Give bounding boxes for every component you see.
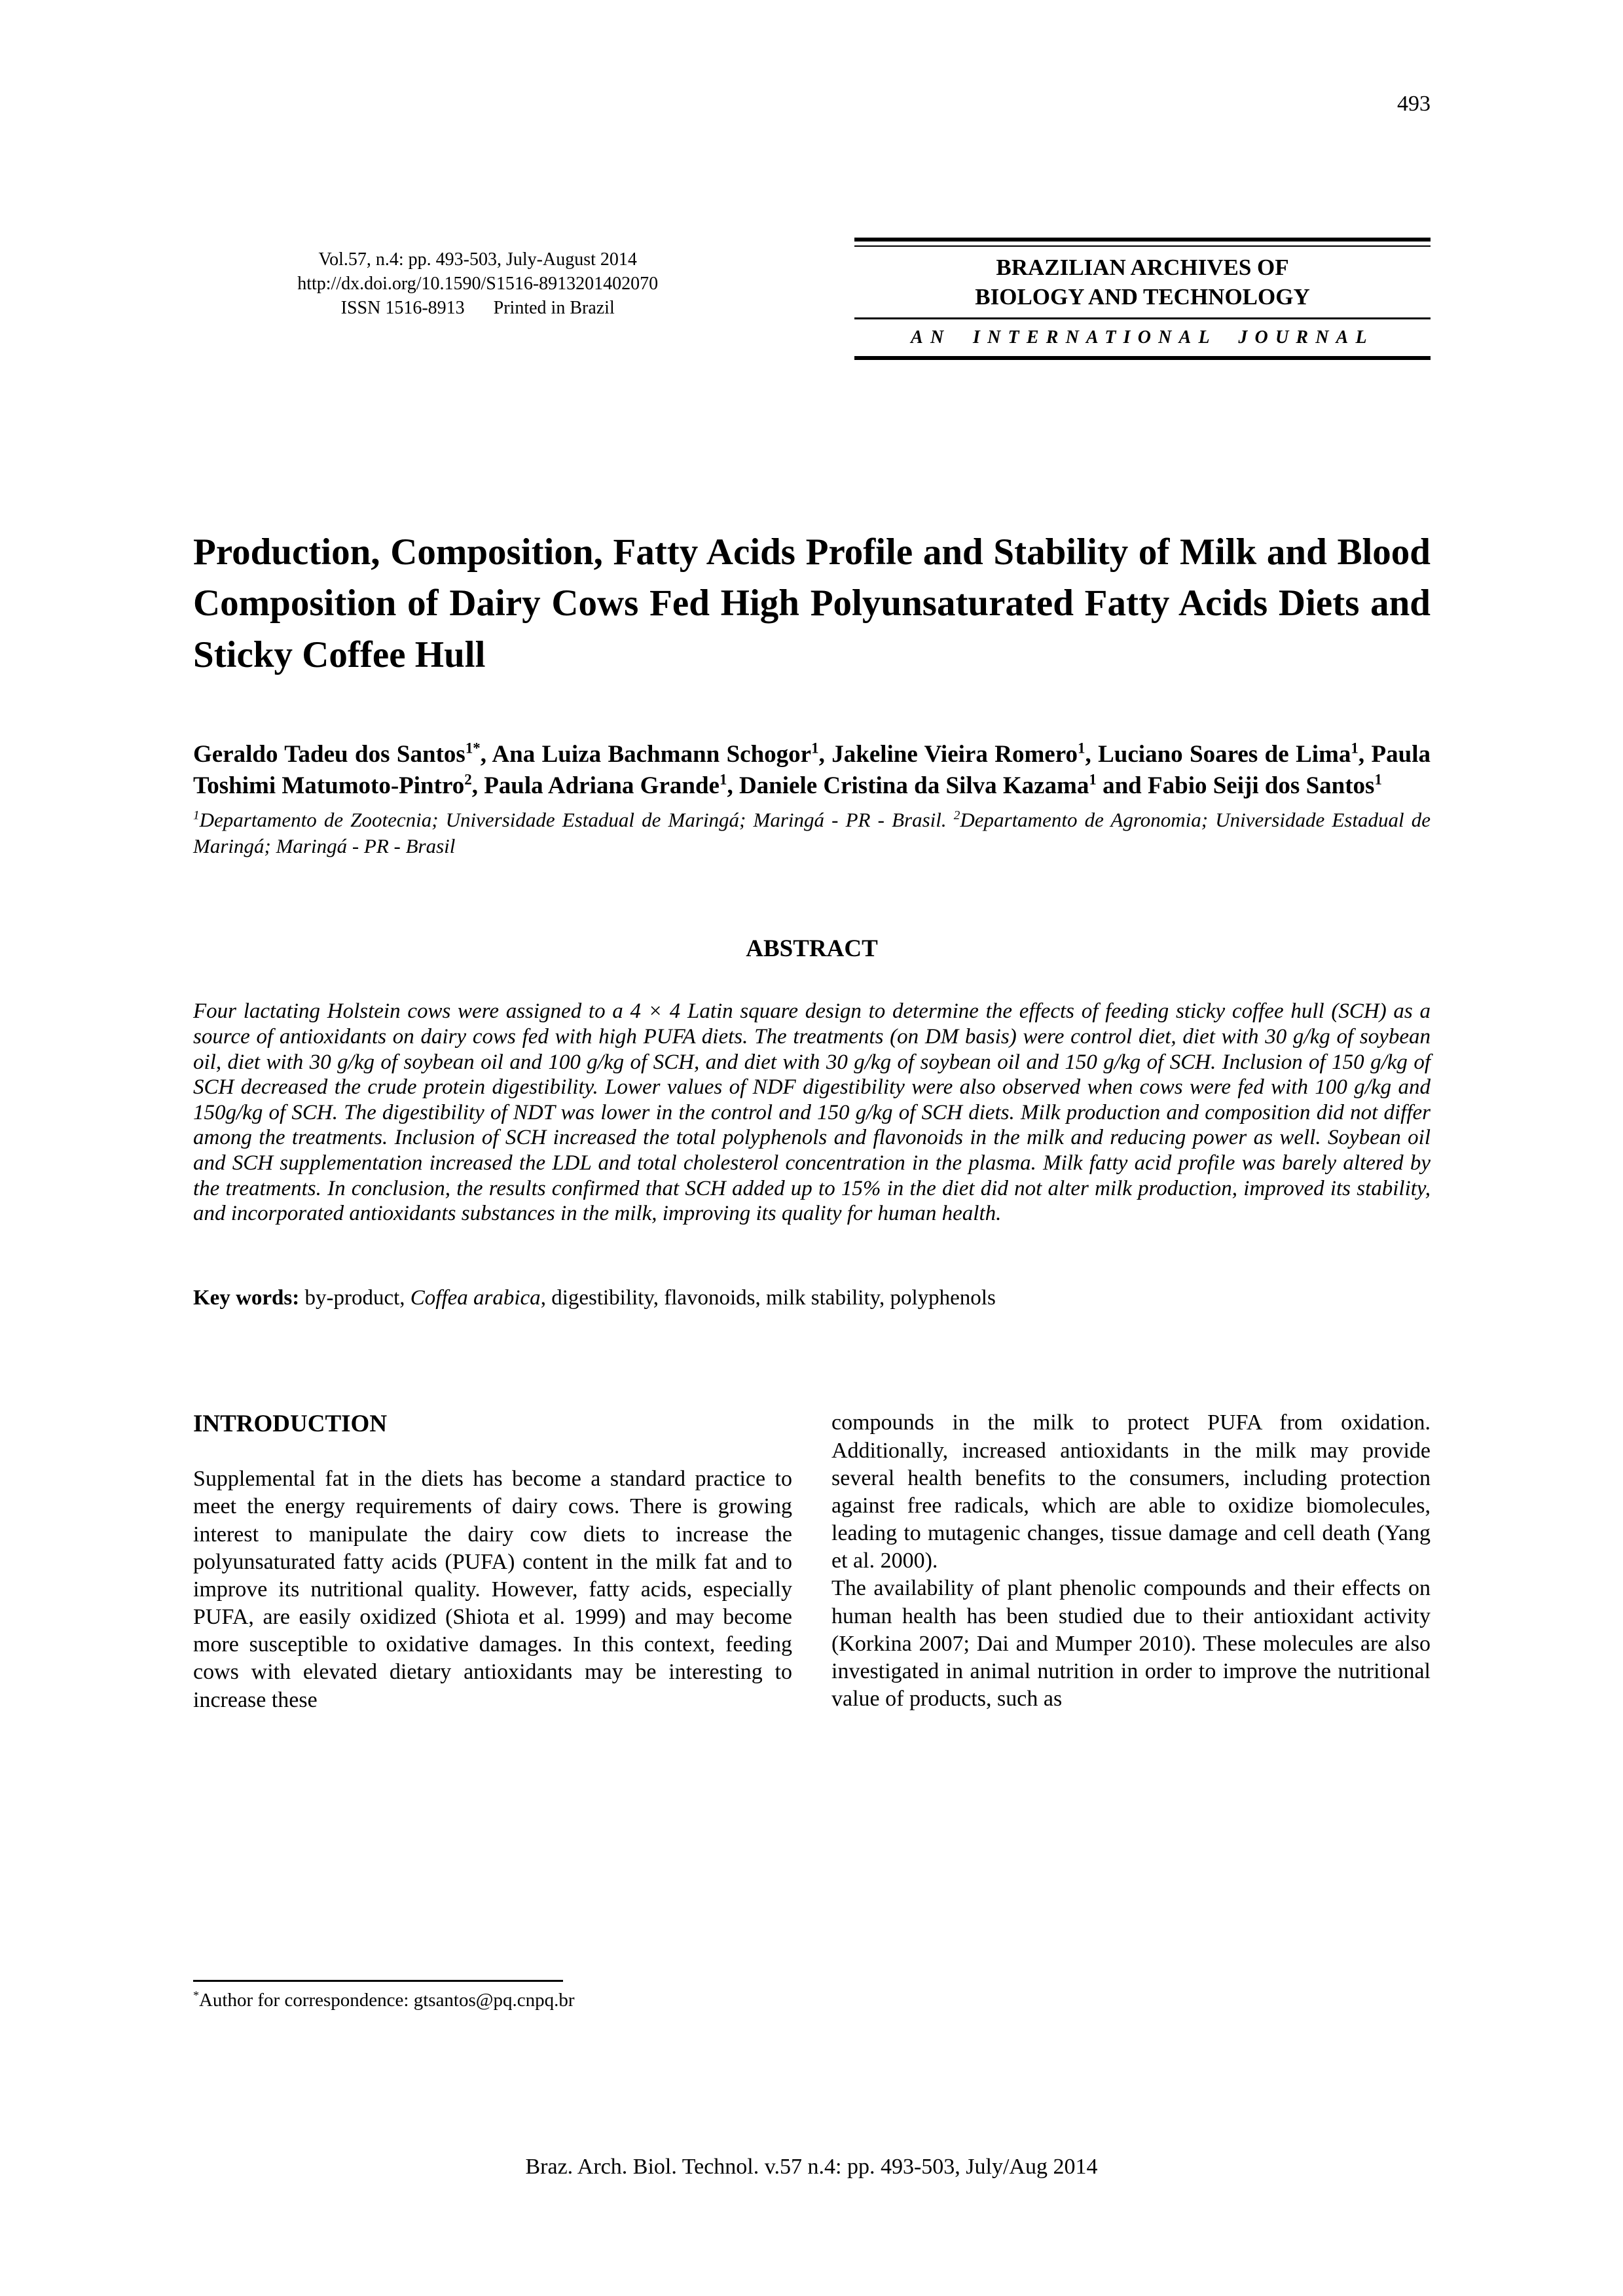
journal-name [854, 247, 1431, 317]
authors-line: Geraldo Tadeu dos Santos$^{1*}$, Ana Luiza Bachmann Schogor$^1$, Jakeline Vieira Romero$^1$, Luciano Soares de Lima$^1$, Paula Toshimi Matumoto-Pintro$^2$, Paula Adriana Grande$^1$, Daniele Cristina da Silva Kazama$^1$ and Fabio Seiji dos Santos$^1$ [193, 740, 1431, 799]
intro-paragraph-3: The availability of plant phenolic compounds and their effects on human health has been studied due to their antioxidant activity (Korkina 2007; Dai and Mumper 2010). These molecules are also investigated in animal nutrition in order to improve the nutritional value of products, such as [831, 1576, 1431, 1711]
intro-paragraph-1: Supplemental fat in the diets has become a standard practice to meet the energy requirements of dairy cows. There is growing interest to manipulate the dairy cow diets to increase the polyunsaturated fatty acids (PUFA) content in the milk fat and to improve its nutritional quality. However, fatty acids, especially PUFA, are easily oxidized (Shiota et al. 1999) and may become more susceptible to oxidative damages. In this context, feeding cows with elevated dietary antioxidants may be interesting to increase these [193, 1467, 792, 1712]
body-columns [193, 1409, 1431, 1713]
masthead-rule-bottom [854, 356, 1431, 360]
footnote-rule [193, 1980, 563, 1982]
page-number: 493 [1397, 92, 1431, 116]
keywords-line [193, 1285, 1431, 1312]
footnote-text [193, 1990, 782, 2011]
masthead [193, 238, 1431, 360]
issue-volume-line: Vol.57, n.4: pp. 493-503, July-August 2014 [318, 249, 637, 270]
printed-in: Printed in Brazil [493, 297, 615, 318]
column-right [831, 1409, 1431, 1713]
intro-paragraph-2: compounds in the milk to protect PUFA from oxidation. Additionally, increased antioxidants in the milk may provide several health benefits to the consumers, including protection against free radicals, which are able to oxidize biomolecules, leading to mutagenic changes, tissue damage and cell death (Yang et al. 2000). [831, 1410, 1431, 1573]
introduction-heading: INTRODUCTION [193, 1410, 388, 1438]
issue-info [193, 238, 762, 321]
footnote-body: Author for correspondence: gtsantos@pq.cnpq.br [198, 1990, 575, 2011]
issn: ISSN 1516-8913 [340, 297, 465, 318]
abstract-text: Four lactating Holstein cows were assigned to a 4 × 4 Latin square design to determine the effects of feeding sticky coffee hull (SCH) as a source of antioxidants on dairy cows fed with high PUFA diets. The treatments (on DM basis) were control diet, diet with 30 g/kg of soybean oil, diet with 30 g/kg of soybean oil and 100 g/kg of SCH, and diet with 30 g/kg of soybean oil and 150 g/kg of SCH. Inclusion of 150 g/kg of SCH decreased the crude protein digestibility. Lower values of NDF digestibility were also observed when cows were fed with 100 g/kg and 150g/kg of SCH. The digestibility of NDT was lower in the control and 150 g/kg of SCH diets. Milk production and composition did not differ among the treatments. Inclusion of SCH increased the total polyphenols and flavonoids in the milk and reducing power as well. Soybean oil and SCH supplementation increased the LDL and total cholesterol concentration in the plasma. Milk fatty acid profile was barely altered by the treatments. In conclusion, the results confirmed that SCH added up to 15% in the diet did not alter milk production, improved its stability, and incorporated antioxidants substances in the milk, improving its quality for human health. [193, 999, 1431, 1226]
keywords-label: Key words: [193, 1285, 300, 1310]
journal-name-line2: BIOLOGY AND TECHNOLOGY [975, 283, 1310, 310]
masthead-rule-top [854, 238, 1431, 242]
footnote-marker: * [193, 1988, 199, 2002]
column-left [193, 1409, 792, 1713]
abstract-heading: ABSTRACT [746, 935, 878, 963]
running-footer: Braz. Arch. Biol. Technol. v.57 n.4: pp. 493-503, July/Aug 2014 [525, 2155, 1098, 2179]
keywords-text: by-product, Coffea arabica, digestibility, flavonoids, milk stability, polyphenols [299, 1285, 996, 1310]
article-title: Production, Composition, Fatty Acids Profile and Stability of Milk and Blood Composition of Dairy Cows Fed High Polyunsaturated Fatty Acids Diets and Sticky Coffee Hull [193, 531, 1431, 675]
issue-issn-line [193, 296, 762, 321]
affiliation: $^1$Departamento de Zootecnia; Universidade Estadual de Maringá; Maringá - PR - Brasil. $^2$Departamento de Agronomia; Universidade Estadual de Maringá; Maringá - PR - Brasil [193, 808, 1431, 858]
journal-name-line1: BRAZILIAN ARCHIVES OF [996, 255, 1289, 280]
journal-tagline: AN INTERNATIONAL JOURNAL [911, 327, 1374, 348]
correspondence-footnote [193, 1980, 782, 2011]
journal-masthead [854, 238, 1431, 360]
issue-doi-line: http://dx.doi.org/10.1590/S1516-8913201402070 [297, 273, 659, 294]
